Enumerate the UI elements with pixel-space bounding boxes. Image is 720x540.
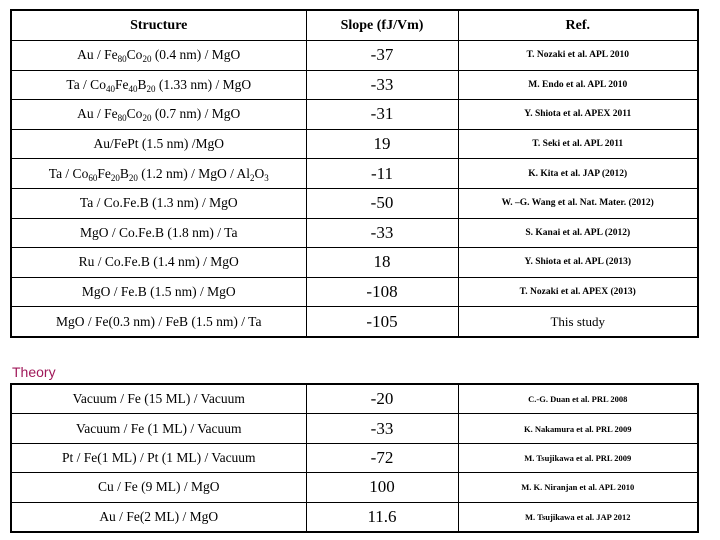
table-row <box>11 502 698 532</box>
structure-cell: Ru / Co.Fe.B (1.4 nm) / MgO <box>11 248 306 278</box>
structure-cell: MgO / Fe.B (1.5 nm) / MgO <box>11 277 306 307</box>
structure-cell: Vacuum / Fe (15 ML) / Vacuum <box>11 384 306 414</box>
structure-cell: Au / $Fe_{80}Co_{20}$ (0.7 nm) / MgO <box>11 100 306 130</box>
ref-cell: K. Kita et al. JAP (2012) <box>458 159 698 189</box>
table-row <box>11 100 698 130</box>
ref-cell: M. Tsujikawa et al. JAP 2012 <box>458 502 698 532</box>
structure-cell: Au / $Fe_{80}Co_{20}$ (0.4 nm) / MgO <box>11 41 306 71</box>
slope-cell: -108 <box>306 277 458 307</box>
ref-cell: Y. Shiota et al. APL (2013) <box>458 248 698 278</box>
structure-cell: Ta / Co.Fe.B (1.3 nm) / MgO <box>11 188 306 218</box>
slope-cell: 11.6 <box>306 502 458 532</box>
table-row <box>11 443 698 472</box>
slope-cell: 18 <box>306 248 458 278</box>
ref-cell: M. Endo et al. APL 2010 <box>458 70 698 100</box>
slope-cell: -11 <box>306 159 458 189</box>
structure-cell: MgO / Fe(0.3 nm) / FeB (1.5 nm) / Ta <box>11 307 306 337</box>
ref-cell: M. K. Niranjan et al. APL 2010 <box>458 473 698 502</box>
table-row <box>11 218 698 248</box>
theory-table <box>10 383 699 533</box>
ref-cell: S. Kanai et al. APL (2012) <box>458 218 698 248</box>
header-ref: Ref. <box>458 10 698 41</box>
table-row <box>11 70 698 100</box>
table-row <box>11 384 698 414</box>
table-row <box>11 248 698 278</box>
slope-cell: -31 <box>306 100 458 130</box>
ref-cell: T. Seki et al. APL 2011 <box>458 129 698 159</box>
table-row <box>11 277 698 307</box>
header-structure: Structure <box>11 10 306 41</box>
table-row <box>11 129 698 159</box>
structure-cell: Au / Fe(2 ML) / MgO <box>11 502 306 532</box>
slope-cell: -33 <box>306 70 458 100</box>
ref-cell: T. Nozaki et al. APEX (2013) <box>458 277 698 307</box>
structure-cell: Cu / Fe (9 ML) / MgO <box>11 473 306 502</box>
ref-cell: W. –G. Wang et al. Nat. Mater. (2012) <box>458 188 698 218</box>
table-row <box>11 473 698 502</box>
slope-cell: -20 <box>306 384 458 414</box>
structure-cell: Ta / $Co_{40}Fe_{40}B_{20}$ (1.33 nm) / MgO <box>11 70 306 100</box>
ref-cell: K. Nakamura et al. PRL 2009 <box>458 414 698 443</box>
ref-cell: This study <box>458 307 698 337</box>
structure-cell: Au/FePt (1.5 nm) /MgO <box>11 129 306 159</box>
structure-cell: Vacuum / Fe (1 ML) / Vacuum <box>11 414 306 443</box>
slope-cell: -37 <box>306 41 458 71</box>
header-slope: Slope (fJ/Vm) <box>306 10 458 41</box>
slope-cell: 100 <box>306 473 458 502</box>
theory-label: Theory <box>12 364 56 380</box>
slope-cell: -105 <box>306 307 458 337</box>
structure-cell: Pt / Fe(1 ML) / Pt (1 ML) / Vacuum <box>11 443 306 472</box>
table-row <box>11 41 698 71</box>
ref-cell: C.-G. Duan et al. PRL 2008 <box>458 384 698 414</box>
structure-cell: MgO / Co.Fe.B (1.8 nm) / Ta <box>11 218 306 248</box>
table-row <box>11 414 698 443</box>
experiment-table <box>10 9 699 338</box>
slope-cell: 19 <box>306 129 458 159</box>
table-row <box>11 188 698 218</box>
slope-cell: -33 <box>306 414 458 443</box>
table-row <box>11 159 698 189</box>
slope-cell: -72 <box>306 443 458 472</box>
structure-cell: Ta / $Co_{60}Fe_{20}B_{20}$ (1.2 nm) / MgO / $Al_2O_3$ <box>11 159 306 189</box>
ref-cell: Y. Shiota et al. APEX 2011 <box>458 100 698 130</box>
ref-cell: M. Tsujikawa et al. PRL 2009 <box>458 443 698 472</box>
table-row <box>11 307 698 337</box>
slope-cell: -50 <box>306 188 458 218</box>
header-row <box>11 10 698 41</box>
slope-cell: -33 <box>306 218 458 248</box>
ref-cell: T. Nozaki et al. APL 2010 <box>458 41 698 71</box>
